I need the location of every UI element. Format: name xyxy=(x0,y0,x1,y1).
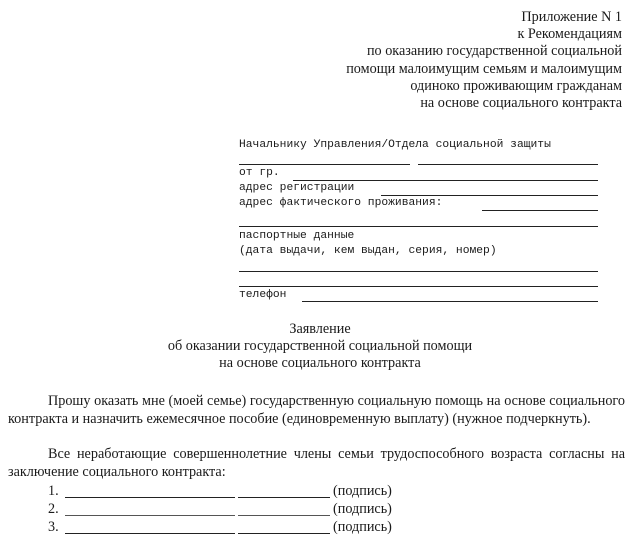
header-line: к Рекомендациям xyxy=(517,26,622,43)
header-line: одиноко проживающим гражданам xyxy=(410,77,622,94)
consent-text: Все неработающие совершеннолетние члены семьи трудоспособного возраста согласны на заключение социального контракта: xyxy=(8,446,625,480)
member-name-field[interactable] xyxy=(65,497,235,498)
signature-number: 3. xyxy=(48,519,59,535)
registration-label: адрес регистрации xyxy=(239,182,355,194)
registration-address-field[interactable] xyxy=(381,195,598,196)
member-name-field[interactable] xyxy=(65,533,235,534)
passport-label: паспортные данные xyxy=(239,230,355,242)
signature-number: 1. xyxy=(48,483,59,499)
member-signature-field[interactable] xyxy=(238,515,330,516)
appendix-header xyxy=(346,9,622,112)
header-line: на основе социального контракта xyxy=(420,95,622,112)
addressee-name-field[interactable] xyxy=(239,164,410,165)
signature-row xyxy=(0,501,640,519)
title-line: Заявление xyxy=(289,321,351,337)
addressee-department-field[interactable] xyxy=(418,164,598,165)
consent-paragraph xyxy=(8,446,625,481)
signature-label: (подпись) xyxy=(333,483,392,499)
passport-field-2[interactable] xyxy=(239,286,598,287)
request-paragraph xyxy=(8,393,625,428)
phone-label: телефон xyxy=(239,289,287,301)
passport-field[interactable] xyxy=(239,271,598,272)
member-name-field[interactable] xyxy=(65,515,235,516)
signature-row xyxy=(0,483,640,501)
actual-address-field[interactable] xyxy=(482,210,598,211)
header-line: по оказанию государственной социальной xyxy=(366,43,622,60)
passport-hint: (дата выдачи, кем выдан, серия, номер) xyxy=(239,245,497,257)
header-line: помощи малоимущим семьям и малоимущим xyxy=(346,60,622,77)
header-line: Приложение N 1 xyxy=(521,9,622,25)
actual-address-label: адрес фактического проживания: xyxy=(239,197,443,209)
document-title xyxy=(0,321,640,372)
phone-field[interactable] xyxy=(302,301,598,302)
member-signature-field[interactable] xyxy=(238,533,330,534)
signature-number: 2. xyxy=(48,501,59,517)
signature-label: (подпись) xyxy=(333,519,392,535)
from-label: от гр. xyxy=(239,167,280,179)
signature-row xyxy=(0,519,640,537)
actual-address-field-2[interactable] xyxy=(239,226,598,227)
title-line: на основе социального контракта xyxy=(219,355,421,371)
signature-label: (подпись) xyxy=(333,501,392,517)
from-name-field[interactable] xyxy=(293,180,598,181)
title-line: об оказании государственной социальной помощи xyxy=(167,338,473,354)
addressee-label: Начальнику Управления/Отдела социальной защиты xyxy=(239,139,551,151)
member-signature-field[interactable] xyxy=(238,497,330,498)
request-text: Прошу оказать мне (моей семье) государственную социальную помощь на основе социального контракта и назначить ежемесячное пособие (единовременную выплату) (нужное подчеркнуть). xyxy=(8,393,625,427)
